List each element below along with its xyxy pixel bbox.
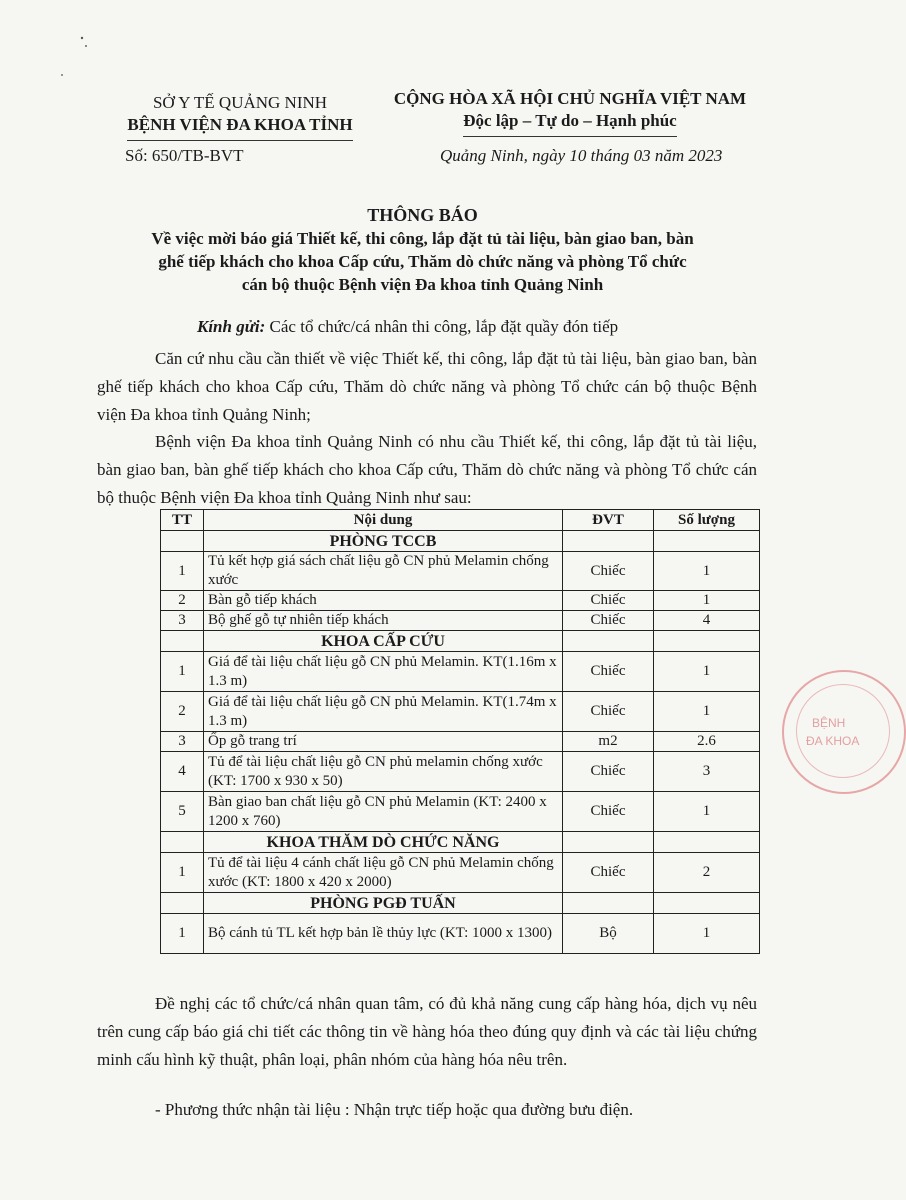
row-index: 2 xyxy=(161,591,204,611)
issuer-hospital: BỆNH VIỆN ĐA KHOA TỈNH xyxy=(127,115,353,134)
row-index: 3 xyxy=(161,732,204,752)
section-title: PHÒNG TCCB xyxy=(204,531,563,552)
row-unit: Chiếc xyxy=(563,752,654,792)
section-row xyxy=(161,893,760,914)
table-row xyxy=(161,652,760,692)
nation-motto: Độc lập – Tự do – Hạnh phúc xyxy=(463,111,677,130)
col-header-content: Nội dung xyxy=(204,510,563,531)
document-number: Số: 650/TB-BVT xyxy=(125,146,244,165)
row-quantity: 2.6 xyxy=(654,732,760,752)
section-row xyxy=(161,631,760,652)
stamp-text: BỆNH xyxy=(812,716,846,730)
scan-specks xyxy=(60,30,100,80)
row-content: Giá để tài liệu chất liệu gỗ CN phủ Melamin. KT(1.74m x 1.3 m) xyxy=(204,692,563,732)
issuer-department: SỞ Y TẾ QUẢNG NINH xyxy=(152,93,328,112)
row-unit: Bộ xyxy=(563,914,654,954)
section-title: PHÒNG PGĐ TUẤN xyxy=(204,893,563,914)
section-row xyxy=(161,531,760,552)
table-header-row xyxy=(161,510,760,531)
row-unit: Chiếc xyxy=(563,652,654,692)
section-title: KHOA CẤP CỨU xyxy=(204,631,563,652)
row-unit: Chiếc xyxy=(563,853,654,893)
row-content: Bộ cánh tủ TL kết hợp bản lề thủy lực (KT: 1000 x 1300) xyxy=(204,914,563,954)
items-table xyxy=(160,509,760,954)
row-quantity: 3 xyxy=(654,752,760,792)
row-quantity: 1 xyxy=(654,914,760,954)
row-index: 4 xyxy=(161,752,204,792)
table-row xyxy=(161,792,760,832)
row-quantity: 1 xyxy=(654,692,760,732)
national-motto-block xyxy=(345,88,795,132)
row-unit: Chiếc xyxy=(563,591,654,611)
table-row xyxy=(161,552,760,591)
table-row xyxy=(161,752,760,792)
table-row xyxy=(161,914,760,954)
table-row xyxy=(161,853,760,893)
col-header-unit: ĐVT xyxy=(563,510,654,531)
row-quantity: 1 xyxy=(654,552,760,591)
body-paragraph: Đề nghị các tổ chức/cá nhân quan tâm, có đủ khả năng cung cấp hàng hóa, dịch vụ nêu trên cung cấp báo giá chi tiết các thông tin về hàng hóa theo đúng quy định và các tài liệu chứng minh cấu hình kỹ thuật, phân loại, phân nhóm của hàng hóa nêu trên. xyxy=(97,994,757,1069)
table-row xyxy=(161,611,760,631)
row-unit: Chiếc xyxy=(563,552,654,591)
place-date: Quảng Ninh, ngày 10 tháng 03 năm 2023 xyxy=(440,146,723,165)
body-paragraph: Bệnh viện Đa khoa tỉnh Quảng Ninh có nhu cầu Thiết kế, thi công, lắp đặt tủ tài liệu, bàn giao ban, bàn ghế tiếp khách cho khoa Cấp cứu, Thăm dò chức năng và phòng Tổ chức cán bộ thuộc Bệnh viện Đa khoa tỉnh Quảng Ninh như sau: xyxy=(97,432,757,507)
row-index: 5 xyxy=(161,792,204,832)
row-content: Tủ để tài liệu chất liệu gỗ CN phủ melamin chống xước (KT: 1700 x 930 x 50) xyxy=(204,752,563,792)
row-unit: Chiếc xyxy=(563,792,654,832)
notice-title: THÔNG BÁO xyxy=(367,205,478,225)
stamp-text: ĐA KHOA xyxy=(806,734,860,748)
row-content: Tủ để tài liệu 4 cánh chất liệu gỗ CN phủ Melamin chống xước (KT: 1800 x 420 x 2000) xyxy=(204,853,563,893)
row-content: Tủ kết hợp giá sách chất liệu gỗ CN phủ Melamin chống xước xyxy=(204,552,563,591)
col-header-quantity: Số lượng xyxy=(654,510,760,531)
row-content: Giá để tài liệu chất liệu gỗ CN phủ Melamin. KT(1.16m x 1.3 m) xyxy=(204,652,563,692)
row-content: Bộ ghế gỗ tự nhiên tiếp khách xyxy=(204,611,563,631)
table-row xyxy=(161,692,760,732)
row-quantity: 1 xyxy=(654,652,760,692)
row-index: 1 xyxy=(161,552,204,591)
notice-title-block xyxy=(95,204,750,296)
row-index: 2 xyxy=(161,692,204,732)
recipient-line xyxy=(197,313,757,341)
row-unit: m2 xyxy=(563,732,654,752)
official-stamp xyxy=(782,670,906,794)
row-index: 1 xyxy=(161,853,204,893)
section-row xyxy=(161,832,760,853)
section-title: KHOA THĂM DÒ CHỨC NĂNG xyxy=(204,832,563,853)
row-unit: Chiếc xyxy=(563,611,654,631)
row-content: Bàn gỗ tiếp khách xyxy=(204,591,563,611)
row-quantity: 4 xyxy=(654,611,760,631)
table-row xyxy=(161,732,760,752)
stamp-inner-ring xyxy=(796,684,890,778)
body-paragraph: - Phương thức nhận tài liệu : Nhận trực tiếp hoặc qua đường bưu điện. xyxy=(155,1100,634,1119)
row-quantity: 1 xyxy=(654,792,760,832)
nation-name: CỘNG HÒA XÃ HỘI CHỦ NGHĨA VIỆT NAM xyxy=(393,89,747,108)
table-row xyxy=(161,591,760,611)
recipient-label: Kính gửi: xyxy=(197,317,266,336)
row-content: Ốp gỗ trang trí xyxy=(204,732,563,752)
row-index: 1 xyxy=(161,652,204,692)
col-header-tt: TT xyxy=(161,510,204,531)
row-content: Bàn giao ban chất liệu gỗ CN phủ Melamin (KT: 2400 x 1200 x 760) xyxy=(204,792,563,832)
row-quantity: 2 xyxy=(654,853,760,893)
notice-subject-line: ghế tiếp khách cho khoa Cấp cứu, Thăm dò chức năng và phòng Tổ chức xyxy=(158,252,687,271)
recipient-text: Các tổ chức/cá nhân thi công, lắp đặt quầy đón tiếp xyxy=(265,317,619,336)
notice-subject-line: Về việc mời báo giá Thiết kế, thi công, lắp đặt tủ tài liệu, bàn giao ban, bàn xyxy=(151,229,694,248)
row-unit: Chiếc xyxy=(563,692,654,732)
row-quantity: 1 xyxy=(654,591,760,611)
notice-subject-line: cán bộ thuộc Bệnh viện Đa khoa tỉnh Quảng Ninh xyxy=(241,275,604,294)
row-index: 1 xyxy=(161,914,204,954)
body-paragraph: Căn cứ nhu cầu cần thiết về việc Thiết kế, thi công, lắp đặt tủ tài liệu, bàn giao ban, bàn ghế tiếp khách cho khoa Cấp cứu, Thăm dò chức năng và phòng Tổ chức cán bộ thuộc Bệnh viện Đa khoa tỉnh Quảng Ninh; xyxy=(97,349,757,424)
row-index: 3 xyxy=(161,611,204,631)
